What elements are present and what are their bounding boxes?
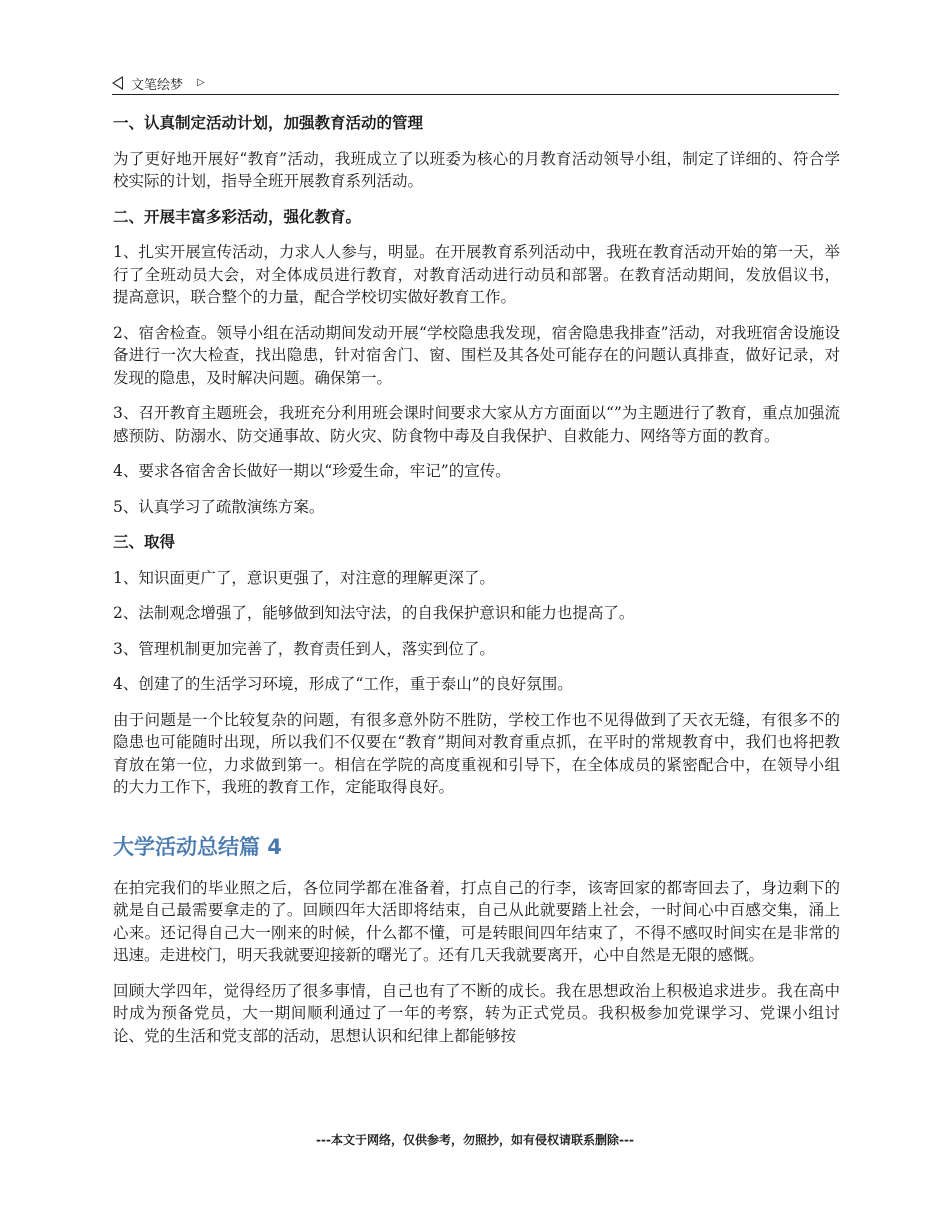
list-item: 1、扎实开展宣传活动，力求人人参与，明显。在开展教育系列活动中，我班在教育活动开始的第一天，举行了全班动员大会，对全体成员进行教育，对教育活动进行动员和部署。在教育活动期间，发放倡议书，提高意识，联合整个的力量，配合学校切实做好教育工作。	[113, 243, 840, 306]
section-heading: 三、取得	[113, 533, 176, 551]
brand-label: 文笔绘梦	[131, 77, 184, 93]
list-item: 2、宿舍检查。领导小组在活动期间发动开展“学校隐患我发现，宿舍隐患我排查”活动，对我班宿舍设施设备进行一次大检查，找出隐患，针对宿舍门、窗、围栏及其各处可能存在的问题认真排查，做好记录，对发现的隐患，及时解决问题。确保第一。	[113, 323, 840, 387]
paragraph: 在拍完我们的毕业照之后，各位同学都在准备着，打点自己的行李，该寄回家的都寄回去了，身边剩下的就是自己最需要拿走的了。回顾四年大活即将结束，自己从此就要踏上社会，一时间心中百感交集，涌上心来。还记得自己大一刚来的时候，什么都不懂，可是转眼间四年结束了，不得不感叹时间实在是非常的迅速。走进校门，明天我就要迎接新的曙光了。还有几天我就要离开，心中自然是无限的感慨。	[113, 878, 840, 964]
footer-notice: ---本文于网络，仅供参考，勿照抄，如有侵权请联系删除---	[316, 1133, 634, 1147]
paragraph: 回顾大学四年，觉得经历了很多事情，自己也有了不断的成长。我在思想政治上积极追求进步。我在高中时成为预备党员，大一期间顺利通过了一年的考察，转为正式党员。我积极参加党课学习、党课小组讨论、党的生活和党支部的活动，思想认识和纪律上都能够按	[113, 981, 840, 1045]
paragraph: 为了更好地开展好“教育”活动，我班成立了以班委为核心的月教育活动领导小组，制定了详细的、符合学校实际的计划，指导全班开展教育系列活动。	[113, 149, 840, 190]
list-item: 3、管理机制更加完善了，教育责任到人，落实到位了。	[113, 639, 495, 658]
list-item: 3、召开教育主题班会，我班充分利用班会课时间要求大家从方方面面以“”为主题进行了教育，重点加强流感预防、防溺水、防交通事故、防火灾、防食物中毒及自我保护、自救能力、网络等方面的教育。	[113, 404, 840, 445]
list-item: 1、知识面更广了，意识更强了，对注意的理解更深了。	[113, 568, 495, 587]
closing-paragraph: 由于问题是一个比较复杂的问题，有很多意外防不胜防，学校工作也不见得做到了天衣无缝，有很多不的隐患也可能随时出现，所以我们不仅要在“教育”期间对教育重点抓，在平时的常规教育中，我们也将把教育放在第一位，力求做到第一。相信在学院的高度重视和引导下，在全体成员的紧密配合中，在领导小组的大力工作下，我班的教育工作，定能取得良好。	[113, 710, 840, 796]
list-item: 5、认真学习了疏散演练方案。	[113, 497, 325, 516]
article-title: 大学活动总结篇 4	[113, 834, 282, 859]
document-body	[113, 112, 840, 1060]
section-heading: 一、认真制定活动计划，加强教育活动的管理	[113, 114, 424, 132]
page-header	[112, 72, 839, 95]
triangle-right-icon: ▷	[197, 77, 205, 88]
list-item: 4、要求各宿舍舍长做好一期以“珍爱生命，牢记”的宣传。	[113, 462, 511, 480]
list-item: 4、创建了的生活学习环境，形成了“工作，重于泰山”的良好氛围。	[113, 675, 573, 693]
triangle-left-icon	[112, 76, 123, 90]
section-heading: 二、开展丰富多彩活动，强化教育。	[113, 207, 362, 226]
list-item: 2、法制观念增强了，能够做到知法守法，的自我保护意识和能力也提高了。	[113, 604, 635, 622]
